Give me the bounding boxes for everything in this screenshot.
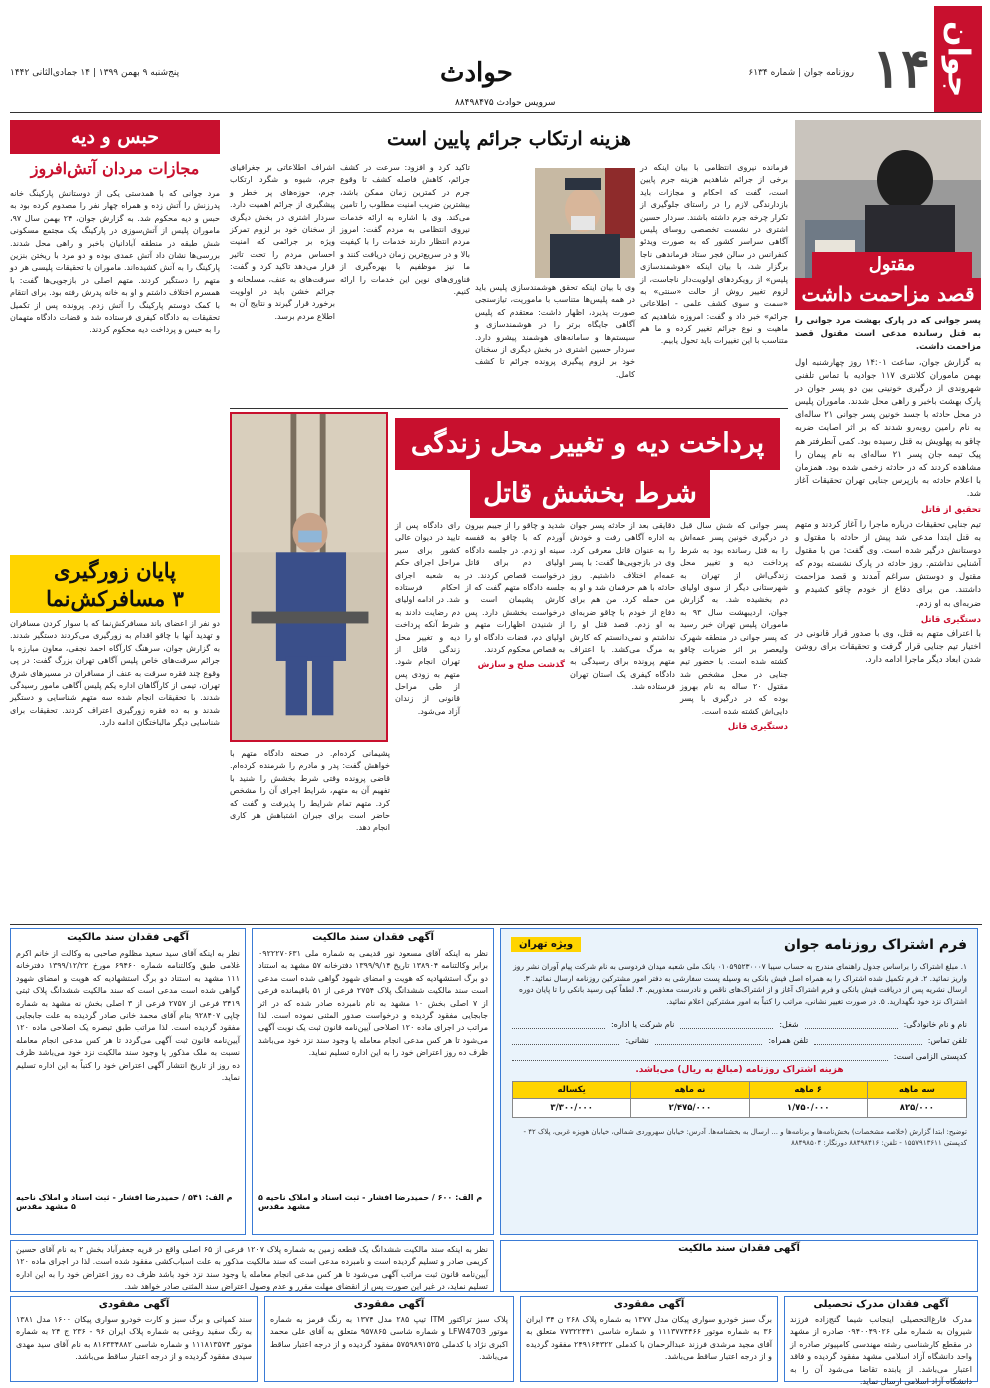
main-col-3-text: شدید و چاقو را از جیبم بیرون آوردم که با چاقو به قفسه سینه او زدم. در جلسه دادگاه اولیای دم برای قاتل درخواست قصاص کردند. در جلسه دادگاه متهم گفت که از کارش پشیمان است و درخواست بخشش دارد. پس از شنیدن اظهارات متهم و اولیای دم، قضات دادگاه او را به قصاص محکوم کردند. <box>465 521 565 654</box>
left-headline-1: حبس و دیه <box>10 120 220 154</box>
top-article-col-4: اشراف اطلاعاتی بر جغرافیای جرم، شیوه و شگرد ارتکاب جرم، حوزه‌های پر خطر و پیشگیری از جرائم اهمیت دارد. سردار اشتری در بخش دیگری از سخنان خود بر لزوم تمرکز ویژه بر جرائمی که امنیت احساس مردم را تحت تاثیر قرار می‌دهد تاکید کرد و گفت: سرقت‌های به عنف، مسلحانه و جرائم خشن باید در اولویت برخورد قرار گیرند و نتایج آن به اطلاع مردم برسد. <box>230 163 335 321</box>
robbery-headline-1: پایان زورگیری <box>53 558 176 583</box>
lost-degree-ad <box>784 1296 978 1386</box>
top-article-divider <box>230 408 788 409</box>
lost-degree-ad-body: مدرک فارغ‌التحصیلی اینجانب شیما گنج‌زاده فرزند شیروان به شماره ملی ۰۹۴۰۰۴۹۰۲۶ صادره از مشهد در مقطع کارشناسی رشته مهندسی کامپیوتر صادره از واحد دانشگاه آزاد اسلامی مشهد مفقود گردیده و فاقد اعتبار می‌باشد. از یابنده تقاضا می‌شود آن را به دانشگاه آزاد اسلامی ارسال نماید. <box>790 1315 972 1386</box>
postal-label: کدپستی الزامی است: <box>893 1051 967 1061</box>
phone-label: تلفن تماس: <box>927 1035 967 1045</box>
top-article-col-1: فرمانده نیروی انتظامی با بیان اینکه در برخی از جرائم شاهدیم هزینه جرم پایین است، گفت که احکام و مجازات باید بازدارندگی لازم را در راستای جلوگیری از تکرار چرخه جرم داشته باشند. سردار حسین اشتری در نشست تخصصی روسای پلیس آگاهی سراسر کشور که به صورت ویدئو کنفرانس در سالن فجر ستاد فرماندهی ناجا برگزار شد، با بیان اینکه «هوشمندسازی پلیس» از رویکردهای اولویت‌دار ناجاست، از لزوم تغییر روش از حالت «سنتی» به «سمت و سوی کشف علمی - اطلاعاتی جرائم» خبر داد و گفت: امروزه شاهدیم که ماهیت و نوع جرائم تغییر کرده و ما هم متناسب با این تغییرات باید تحول یابیم. <box>640 163 788 346</box>
lost-car-ad-2 <box>10 1296 258 1382</box>
period-6m: ۶ ماهه <box>749 1082 867 1099</box>
company-label: نام شرکت یا اداره: <box>610 1019 675 1029</box>
main-col-5: پشیمانی کرده‌ام. در صحنه دادگاه متهم با خواهش گفت: پدر و مادرم را شرمنده کرده‌ام. قاضی پرونده وقتی شرط بخشش را شنید با تفهیم آن به متهم، شرایط اجرای آن را مشخص کرد. متهم تمام شرایط را پذیرفت و گفت که حاضر است برای جبران اشتباهش هر کاری انجام دهد. <box>230 749 390 833</box>
lost-tractor-ad-body: پلاک سبز تراکتور ITM تیپ ۲۸۵ مدل ۱۳۷۴ به رنگ قرمز به شماره موتور LFW4703 و شماره شاسی ۹۵۷۸۶۵ متعلق به آقای علی محمد اکبری نژاد با کدملی ۵۷۵۹۸۹۱۵۲۵ مفقود گردیده و از درجه اعتبار ساقط می‌باشد. <box>270 1315 509 1362</box>
main-subhead-2: گذشت صلح و سازش <box>477 660 565 671</box>
right-lead: پسر جوانی که در پارک بهشت مرد جوانی را به قتل رسانده مدعی است مقتول قصد مزاحمت داشت. <box>795 316 981 353</box>
lost-car-ad-1-body: برگ سبز خودرو سواری پیکان مدل ۱۳۷۷ به شماره پلاک ۲۶۸ ن ۳۴ ایران ۳۶ به شماره موتور ۱۱۱۳۷۷۴۴۶۶ و شماره شاسی ۷۷۳۲۲۴۴۱ متعلق به آقای مجید مرشدی فرزند عبدالرحمان با کدملی ۲۴۹۱۶۴۳۲۲ مفقود گردیده و از درجه اعتبار ساقط می‌باشد. <box>526 1315 773 1362</box>
main-subhead-1: دستگیری قاتل <box>727 722 788 733</box>
lost-car-ad-2-title: آگهی مفقودی <box>98 1299 170 1310</box>
price-9m: ۲/۴۷۵/۰۰۰ <box>631 1099 749 1118</box>
top-article-col-3: تاکید کرد و افزود: سرعت در کشف جرائم، کاهش فاصله کشف تا وقوع جرم در کمترین زمان ممکن باشد، بیشترین ضریب امنیت مطلوب را تامین می‌کند. وی با اشاره به ارائه خدمات نیروی انتظامی به مردم گفت: امروز مردم انتظار دارند خدمات را با کیفیت بالا و در سریع‌ترین زمان دریافت کنند و ما نیز موظفیم با بهره‌گیری از فناوری‌های نوین این خدمات را ارائه کنیم. <box>340 163 470 296</box>
main-col-4: رای دادگاه پس از تایید در دیوان عالی کشور برای سیر مراحل اجرای حکم به شعبه اجرای احکام فرستاده شد. در ادامه اولیای دم رضایت دادند به شرط آنکه پرداخت دیه و تغییر محل زندگی قاتل از تهران انجام شود. متهم به زودی پس از طی مراحل قانونی از زندان آزاد می‌شود. <box>395 521 460 716</box>
lost-car-ad-2-body: سند کمپانی و برگ سبز و کارت خودرو سواری پیکان ۱۶۰۰ مدل ۱۳۸۱ به رنگ سفید روغنی به شماره پلاک ایران ۹۶ - ۲۳۶ ج ۲۴ به شماره موتور ۱۱۱۸۱۳۵۷۴ و شماره شاسی ۸۱۶۳۳۴۸۸۲ به نام آقای سید مهدی سیدی مفقود گردیده و از درجه اعتبار ساقط می‌باشد. <box>16 1315 253 1362</box>
left-column-text: مرد جوانی که با همدستی یکی از دوستانش پارکینگ خانه پدرزنش را آتش زده و همراه چهار نفر را مصدوم کرده بود به حبس و دیه محکوم شد. به گزارش جوان، ۲۴ بهمن سال ۹۷، ماموران پلیس از آتش‌سوزی در پارکینگ یک مجتمع مسکونی شش طبقه در منطقه آبادانیان باخبر و راهی محل شدند. بررسی‌ها نشان داد آتش عمدی بوده و دو مرد با ریختن بنزین پارکینگ را به آتش کشیده‌اند. ماموران با تحقیقات پلیسی هر دو متهم را دستگیر کردند. متهم اصلی در بازجویی‌ها گفت: با همسرم اختلاف داشتم و او به خانه پدرش رفته بود. برای انتقام با کمک دوستم پارکینگ را آتش زدم. پرونده پس از تکمیل تحقیقات به دادگاه کیفری فرستاده شد و قضات دادگاه متهمان را به حبس و پرداخت دیه محکوم کردند. <box>10 189 221 335</box>
official-photo <box>535 168 635 278</box>
lost-degree-ad-title: آگهی فقدان مدرک تحصیلی <box>813 1299 949 1310</box>
lost-deed-ad-2-sign: م الف: ۶۰۰ / حمیدرضا افشار - ثبت اسناد و املاک ناحیه ۵ مشهد مقدس <box>258 1193 483 1211</box>
phone-row <box>512 1035 967 1045</box>
right-body-2: تیم جنایی تحقیقات درباره ماجرا را آغاز کردند و متهم به قتل ابتدا مدعی شد پیش از حادثه با مقتول و دوستانش درگیر شده است. وی گفت: من با مقتول آشنایی نداشتم. روز حادثه در پارک نشسته بودم که مقتول و دوستش سراغم آمدند و قصد مزاحمت داشتند. من برای دفاع از خودم چاقو کشیدم و ضربه‌ای به او زدم. <box>795 519 981 609</box>
lost-deed-ad-1-title: آگهی فقدان سند مالکیت <box>67 932 189 943</box>
lost-tractor-ad <box>264 1296 514 1382</box>
company-field[interactable] <box>512 1019 605 1029</box>
subscription-title: فرم اشتراک روزنامه جوان <box>784 937 967 953</box>
name-row <box>512 1019 967 1029</box>
name-field[interactable] <box>805 1019 898 1029</box>
lost-deed-ad-1-sign: م الف: ۵۴۱ / حمیدرضا افشار - ثبت اسناد و املاک ناحیه ۵ مشهد مقدس <box>16 1193 233 1211</box>
top-article-col-2: وی با بیان اینکه تحقق هوشمندسازی پلیس باید در همه پلیس‌ها متناسب با ماموریت، تیازسنجی صورت پذیرد، اظهار داشت: معتقدم که پلیس آگاهی جایگاه برتر را در هوشمندسازی و سیستم‌ها و سامانه‌های هوشمند پیشرو دارد. سردار حسین اشتری در بخش دیگری از سخنان خود بر لزوم پیگیری پرونده جرائم تا کشف کامل. <box>475 283 635 379</box>
robbery-headline-box <box>10 555 220 613</box>
left-headline-2: مجازات مردان آتش‌افروز <box>10 154 220 184</box>
main-headline-1: پرداخت دیه و تغییر محل زندگی <box>395 418 780 470</box>
lost-deed-ad-2 <box>252 928 494 1235</box>
issue-number: روزنامه جوان | شماره ۶۱۳۴ <box>748 68 854 78</box>
right-headline-1: مقتول <box>812 252 972 278</box>
ads-divider <box>10 924 982 925</box>
right-body-3: با اعتراف متهم به قتل، وی با صدور قرار قانونی در اختیار تیم جنایی قرار گرفت و تحقیقات برای روشن شدن ابعاد دیگر ماجرا ادامه دارد. <box>795 628 981 666</box>
section-service-phone: سرویس حوادث ۸۸۴۹۸۴۷۵ <box>455 98 556 108</box>
price-table-title: هزینه اشتراک روزنامه (مبالغ به ریال) می‌باشد. <box>635 1065 844 1075</box>
phone-field[interactable] <box>814 1035 921 1045</box>
main-headline-2: شرط بخشش قاتل <box>470 470 710 518</box>
name-label: نام و نام خانوادگی: <box>903 1019 967 1029</box>
job-label: شغل: <box>779 1019 799 1029</box>
lost-deed-ad-3-title: آگهی فقدان سند مالکیت <box>678 1243 800 1254</box>
header-divider <box>10 112 982 113</box>
right-body: به گزارش جوان، ساعت ۱۴:۰۱ روز چهارشنبه اول بهمن ماموران کلانتری ۱۱۷ جوادیه با تماس تلفنی شهروندی از درگیری خونینی بین دو پسر جوان در پارک بهشت باخبر و راهی محل شدند. ماموران پلیس در محل حادثه با جسد خونین پسر جوانی ۲۱ ساله‌ای به نام رامین روبه‌رو شدند که بر اثر اصابت ضربه چاقو به پهلویش به قتل رسیده بود. کمی آنطرفتر هم پیک تیمه جان پسر ۲۱ ساله‌ای به نام پیمان را مشاهده کردند که در حادثه زخمی شده بود. همزمان با اعلام حادثه به بازپرس جنایی تهران تحقیقات آغاز شد. <box>795 357 981 500</box>
subscription-form <box>500 928 978 1235</box>
right-headline-2: قصد مزاحمت داشت <box>795 278 981 310</box>
main-col-1 <box>680 520 788 920</box>
issue-date: پنج‌شنبه ۹ بهمن ۱۳۹۹ | ۱۴ جمادی‌الثانی ۱۴۴۲ <box>10 68 180 78</box>
postal-row <box>512 1051 967 1061</box>
address-label: نشانی: <box>625 1035 649 1045</box>
defendant-photo <box>230 412 388 742</box>
period-9m: نه ماهه <box>631 1082 749 1099</box>
price-6m: ۱/۷۵۰/۰۰۰ <box>749 1099 867 1118</box>
lost-deed-ad-3 <box>500 1240 978 1292</box>
lost-deed-ad-3-body: نظر به اینکه سند مالکیت ششدانگ یک قطعه زمین به شماره پلاک ۱۲۰۷ فرعی از ۶۵ اصلی واقع در قریه جعفرآباد بخش ۲ به نام آقای حسین کریمی صادر و تسلیم گردیده است و نامبرده مدعی است که سند مالکیت مذکور به علت اسباب‌کشی مفقود شده است. لذا در اجرای ماده ۱۲۰ آیین‌نامه قانون ثبت مراتب آگهی می‌شود تا هر کس مدعی انجام معامله یا وجود سند نزد خود باشد ظرف ده روز اعتراض خود را به این اداره تسلیم نماید، در غیر این صورت پس از انقضای مهلت مقرر و عدم وصول اعتراض سند المثنی صادر خواهد شد. <box>10 1240 494 1292</box>
right-column-text <box>795 315 981 920</box>
lost-deed-ad-1-body: نظر به اینکه آقای سید سعید مظلوم صاحبی به وکالت از خانم اکرم غلامی طبق وکالتنامه شماره ۶۹۴۶۰ مورخ ۱۳۹۹/۱۲/۲۲ دفترخانه ۱۱۱ مشهد به استناد دو برگ استشهادیه که هویت و امضای شهود گواهی شده است مدعی است که سند مالکیت ششدانگ پلاک ثبتی ۳۴۱۹ فرعی از ۲۷۵۷ فرعی از ۳ اصلی بخش نه مشهد به شماره چاپی ۹۲۸۴۰۷ بنام آقای محمد خانی صادر گردیده به علت جابجایی مفقود گردیده است. لذا مراتب طبق تبصره یک اصلاحی ماده ۱۲۰ آیین‌نامه قانون ثبت آگهی می‌گردد تا هر کس مدعی انجام معامله نسبت به ملک مذکور یا وجود سند مالکیت نزد خود می‌باشد ظرف ده روز از تاریخ انتشار آگهی اعتراض خود را کتباً به این اداره تسلیم نماید. <box>16 949 241 1082</box>
lost-car-ad-1-title: آگهی مفقودی <box>613 1299 685 1310</box>
main-col-2: دقایقی بعد از حادثه پسر جوان به اداره آگاهی رفت و خودش را به عنوان قاتل معرفی کرد. وی در بازجویی‌ها گفت: با پسر عمه‌ام اختلاف داشتیم. روز حادثه با هم حرفمان شد و او به من حمله کرد. من هم برای دفاع از خودم با چاقو ضربه‌ای به او زدم. قصد قتل او را نداشتم و نمی‌دانستم که کارش به مرگ می‌کشد. با اعتراف متهم پرونده برای رسیدگی به دادگاه کیفری یک استان تهران فرستاده شد. <box>570 521 675 692</box>
robbery-headline-2: ۳ مسافرکش‌نما <box>46 586 184 611</box>
price-3m: ۸۲۵/۰۰۰ <box>867 1099 966 1118</box>
main-col-1-text: پسر جوانی که شش سال قبل در درگیری خونین پسر عمه‌اش را به قتل رسانده بود به شرط پرداخت دیه و تغییر محل زندگی‌اش از تهران به شهرستانی دیگر از سوی اولیای دم بخشیده شد. به گزارش جوان، اردیبهشت سال ۹۳ به ماموران پلیس تهران خبر رسید که پسر جوانی در منطقه شهرک ولیعصر بر اثر ضربات چاقو کشته شده است. با حضور تیم جنایی در محل مشخص شد مقتول ۲۰ ساله به نام بهروز بوده که در درگیری با پسر دایی‌اش کشته شده است. <box>680 521 789 716</box>
lost-tractor-ad-title: آگهی مفقودی <box>353 1299 425 1310</box>
page-number: ۱۴ <box>871 36 930 100</box>
top-article-title: هزینه ارتکاب جرائم پایین است <box>387 128 631 150</box>
period-3m: سه ماهه <box>867 1082 966 1099</box>
lost-deed-ad-2-title: آگهی فقدان سند مالکیت <box>312 932 434 943</box>
newspaper-logo: جوان <box>934 6 982 112</box>
tehran-badge: ویژه تهران <box>511 937 581 952</box>
price-table <box>512 1081 967 1118</box>
main-col-3 <box>465 520 565 920</box>
right-subhead-2: دستگیری قاتل <box>920 614 981 625</box>
lost-deed-ad-2-body: نظر به اینکه آقای مسعود نور قدیمی به شماره ملی ۰۹۲۲۲۷۰۶۳۱ برابر وکالتنامه ۱۳۸۹۰۴ تاریخ ۱۳۹۹/۹/۱۴ دفترخانه ۵۷ مشهد به استناد دو برگ استشهادیه که هویت و امضای شهود گواهی شده است مدعی است سند مالکیت ششدانگ پلاک ۲۷۵۴ فرعی از ۵۱ باقیمانده فرعی از ۷ اصلی بخش ۱۰ مشهد به نام نامبرده صادر شده که در اثر جابجایی مفقود گردیده و درخواست صدور المثنی نموده است. لذا مراتب در اجرای ماده ۱۲۰ اصلاحی آیین‌نامه قانون ثبت یک نوبت آگهی می‌شود تا هر کس مدعی انجام معامله یا وجود سند نزد خود می‌باشد ظرف ده روز اعتراض خود را به این اداره تسلیم نماید. <box>258 949 488 1058</box>
robbery-text: دو نفر از اعضای باند مسافرکش‌نما که با سوار کردن مسافران و تهدید آنها با چاقو اقدام به زورگیری می‌کردند دستگیر شدند. به گزارش جوان، سرهنگ کارآگاه احمد نجفی، معاون مبارزه با جرائم سرقت‌های خاص پلیس آگاهی تهران بزرگ گفت: در پی وقوع چند فقره سرقت به عنف از مسافران در مسیرهای شرق تهران، تیمی از کارآگاهان اداره یکم پلیس آگاهی مامور رسیدگی شدند. با تحقیقات انجام شده سه متهم شناسایی و دستگیر شدند و به ده فقره زورگیری اعتراف کردند. تحقیقات برای شناسایی دیگر مالباختگان ادامه دارد. <box>10 619 220 728</box>
page-header <box>10 6 982 112</box>
address-field[interactable] <box>512 1035 619 1045</box>
lost-deed-ad-1 <box>10 928 246 1235</box>
lost-car-ad-1 <box>520 1296 778 1382</box>
postal-field[interactable] <box>512 1051 888 1061</box>
subscription-instructions: ۱. مبلغ اشتراک را براساس جدول راهنمای مندرج به حساب سیبا ۰۱۰۵۹۵۲۳۰۰۰۷ بانک ملی شعبه میدان فردوسی به نام شرکت پیام آوران نشر روز واریز نمائید. ۲. فرم تکمیل شده اشتراک را به همراه اصل فیش بانکی به وسیله پست سفارشی به دفتر امور مشترکین روزنامه ارسال نمائید. ۳. ارسال نشریه پس از دریافت فیش بانکی و فرم اشتراک آغاز و از اشتراک‌های ناقص و نادرست معذوریم. ۴. لطفاً کپی رسید بانکی را تا پایان دوره اشتراک نزد خود نگهدارید. ۵. در صورت تغییر نشانی، مراتب را کتباً به امور مشترکین اعلام نمائید. <box>513 962 967 1006</box>
right-subhead-1: تحقیق از قاتل <box>921 505 981 516</box>
mobile-field[interactable] <box>655 1035 762 1045</box>
section-title: حوادث <box>440 58 513 88</box>
period-12m: یکساله <box>513 1082 631 1099</box>
job-field[interactable] <box>680 1019 773 1029</box>
mobile-label: تلفن همراه: <box>768 1035 809 1045</box>
subscription-footer: توضیح: ابتدا گزارش (خلاصه مشخصات) بخش‌نامه‌ها و برنامه‌ها و ... ارسال به بخشنامه‌ها. آدرس: خیابان سهروردی شمالی، خیابان هویزه غربی، پلاک ۴۲ - کدپستی ۱۵۵۷۹۱۳۶۱۱ - تلفن: ۸۸۴۹۸۴۱۶ دورنگار: ۸۸۴۹۸۵۰۴ <box>523 1128 967 1148</box>
price-12m: ۳/۳۰۰/۰۰۰ <box>513 1099 631 1118</box>
